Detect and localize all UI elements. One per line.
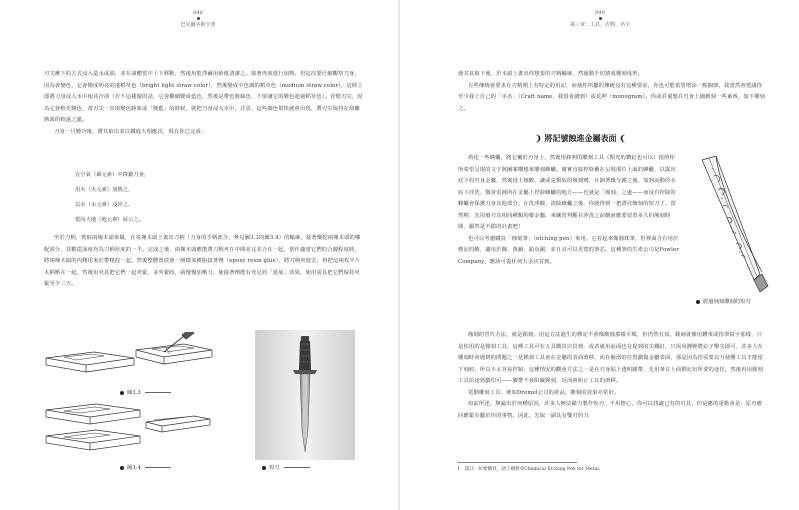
- running-head: 第三章：工具、衣物、名字: [569, 22, 630, 28]
- bracket-right-icon: ❨: [619, 133, 626, 143]
- right-page: [400, 0, 799, 510]
- dagger-photo: [255, 330, 355, 460]
- section-heading: [535, 133, 626, 144]
- footnote: 1 譯註：如要購買，請上網搜尋Chemical Etching Pen for Metal。: [457, 467, 604, 472]
- paragraph: 如前所述，無論出於何種原因，許多人無法備力製作短刃，不用擔心，你可以找適已有的刃具，但是應的重點會是：原刃應回應緊有屬於你的事物。因此，先取一副具有雙刃的刀: [458, 401, 763, 419]
- page-number: 048: [193, 10, 203, 16]
- bracket-left-icon: ❩: [535, 133, 542, 143]
- incantation-line: 以水（水元素）浸淬之，: [75, 202, 134, 208]
- caption-label: 短刀: [269, 465, 280, 471]
- left-body-text: [44, 69, 364, 138]
- footnote-rule: [457, 462, 577, 463]
- figure-caption: [120, 388, 171, 396]
- caption-bullet-icon: [120, 391, 124, 395]
- incantation-line: 在空氣（風元素）中鋒鍛刀身，: [75, 172, 150, 178]
- left-body-text-2: [44, 233, 364, 291]
- figure-caption: [696, 297, 751, 305]
- section-heading-text: 將記號蝕進金屬表面: [544, 133, 617, 143]
- header-dot-icon: [599, 17, 602, 20]
- right-body-text: [458, 69, 766, 115]
- paragraph: 電動雕刻工具，例如Dremel公司的產品，雕刻的效果亦常好。: [468, 389, 620, 396]
- caption-label: 圖3.3: [127, 390, 141, 396]
- incantation: [75, 168, 149, 228]
- paragraph: 蝕刻的替代方法，就是銘刻。用這方法進生的標記不會像酸蝕那樣平順，但仍然有效。銘刻就像用鑽來或指筆寫字那樣，只是你用的是銘刻工具，這種工具可在五具購買店買到，或者就用前面也有提到的尖鐵釘，只需用錘輕將釘子擊尖即可，許多人在雕刻時會遇到的問題之一是銘刻工具會在金屬的表面滑移，而在擬滑的位置劃傷金屬表面，那是因為你需要以力使雕工具才能留下刻痕，所以不太容易控制，這種情況的觀免方法之一是在刃身貼上透明膠帶，先用筆在上面標記出所要的途徑，然後再用銘刻工具沿途到劃印可——膠帶不會阻礙銘刻，反而會阻止工具的滑移。: [458, 332, 764, 384]
- paragraph: 使其良取下後，於木頭上畫出你想要的刃柄輪廓，然後動手切割成雕刻成形。: [458, 71, 644, 77]
- left-page: [0, 0, 399, 510]
- caption-rule: [145, 392, 171, 393]
- figure-3-4-handle-blocks: [44, 400, 214, 462]
- caption-rule: [145, 467, 171, 468]
- paragraph: 也可以考慮購買「蝕刻筆」（etching pen）來用。它看起來像圓珠筆，但裡面含有用於標記的酸，適用於鋼、黃銅、鉑及銅，並且具可以更寬的筆芯。這種筆的生產公司是Fowler Company，應該可從任何五金店買到。: [458, 235, 679, 265]
- incantation-line: 用火（火元素）加熱之，: [75, 187, 134, 193]
- figure-caption: [262, 463, 310, 471]
- caption-bullet-icon: [696, 300, 700, 304]
- page-number: 049: [595, 10, 605, 16]
- right-header: [560, 10, 640, 28]
- left-header: [168, 10, 228, 28]
- paragraph: 刀身一旦變冷後，將其取出並以鐵進大相應次，現在你已完成：: [54, 128, 207, 135]
- incantation-line: 當向大地（地元素）展示之。: [75, 217, 144, 223]
- paragraph: 至於刀柄，則取兩塊木頭來做，在每塊木頭上畫出刀柄（刀身的手柄部分，參見圖3.3的圖3.4）的輪廓，接著鑿挖兩塊木頭的哪配部分，其數從深度均為刀柄厚度的一半。完成之後，兩塊木頭應能將刀柄夾在中間並完美合在一起，當作適當它們的合鐘程度時，將兩塊木頭的內側用來於帶粗混一起，然後整體置放使一層環氧樹脂接著劑（epoxy resin glue），將刀柄夾進去，再把這兩枚半片木柄壓在一起，然後用夾具把它們一起夾緊，並夾緊時，請慢慢加壓力，使接著劑能有充足的「延展」效果，使用需具把它們保持夾緊至少三天。: [44, 235, 361, 287]
- caption-label: 經過蝕刻雕刻的短刃: [703, 299, 751, 305]
- paragraph: 熔化一些蜂蠟，將它覆於刃身上，然後用鋒利的雕刻工具（類光的鑽釘也可以）按照你所希望呈現的文字與圖案構想來雕刻蜂蠟。確實直接控除覆在呈現部位上面的蜂蠟，以露出底下的刃身金屬，然後侵上蝕酸，讓或是類似的蝕刻劑，在卸著幾分鐘之後，靠到流動的水底下沖洗，微會雷蝕所在金屬上控除蜂蠟的地方——也就是「蝕刻」之處——而沒有控除的蜂蠟會保護刀身其他部分。在洗淨酸，清除蜂蠟之後，你就得到一把漂亮飾刻的短刀了。當然啦，先用廢刃其相同種類的廢金屬，來練習判斷在沖洗之前酸液應要留置多久的蝕刻時間，顯然是不錯的計畫吧！: [458, 155, 676, 230]
- caption-rule: [284, 467, 310, 468]
- paragraph: 有些傳統會要求在刃柄側上有特定的用記，而使你所屬的傳統沒有這種要求，你也可能希望增添一點個節。我當然會建議你至少我上自己的「巫名」（Craft name，我當會講到）或花押（monogram）。你或許還想在刃身上細緻刻一些東西，如下雕刻之。: [458, 82, 766, 112]
- caption-bullet-icon: [262, 466, 266, 470]
- header-dot-icon: [197, 17, 200, 20]
- caption-bullet-icon: [120, 466, 124, 470]
- running-head: 巴克爾巫術全書: [180, 22, 216, 28]
- paragraph: 刃尖蘸下的方式浸入造水或油，並在油體當中上下移動，然後用乾淨爾用砂紙清潔之。接著再度進行加熱，但這次要仔細觀察刀身，因為會變色，它會變成明亮的淺稻草色（bright light straw color），然後變成中色調的稻草色（medium straw color），這時立即將刀身浸入水中使其冷卻（若不這樣做的話，它會繼續變成藍色，然後是帶色與綠色，不要讓它的變色超過稻草色）。冒煙刃尖，因為它會較先變色，當刃尖一出現變色跡象或「變藍」的時候，就把刀身浸入水中。注意，這些顏色很快就會出現，將刃尖保持在刮離熱源的較遠之處。: [44, 71, 363, 123]
- right-body-text-full: [458, 330, 766, 422]
- etched-blade-illustration: [696, 156, 776, 296]
- figure-caption: [120, 463, 171, 471]
- figure-3-3-wood-blocks: [44, 332, 214, 387]
- caption-label: 圖3.4: [127, 465, 141, 471]
- right-body-text-wrapped: [458, 153, 680, 268]
